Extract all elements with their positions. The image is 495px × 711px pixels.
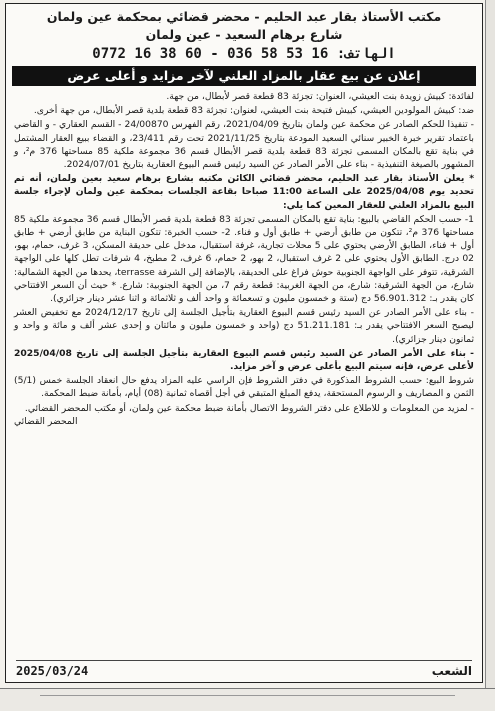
legal-notice-document xyxy=(5,3,483,683)
phone-numbers: 0772 16 38 60 - 036 58 53 16 xyxy=(92,46,329,62)
bailiff-signature: المحضر القضائي xyxy=(14,415,78,427)
notice-header xyxy=(14,8,474,64)
office-name: مكتب الأستاذ بقار عبد الحليم - محضر قضائي بمحكمة عين ولمان xyxy=(46,9,442,24)
paragraph-postponement: - بناء على الأمر الصادر عن السيد رئيس قسم البيوع العقارية بتأجيل الجلسة إلى تاريخ 2024/12/17 مع تخفيض العشر ليصبح السعر الافتتاحي يقدر بـ: 51.211.181 دج (واحد و خمسون مليون و مائتان و إحدى عشر ألف و مائة و واحد و ثمانون دينار جزائري). xyxy=(14,307,474,345)
office-address: شارع برهام السعيد - عين ولمان xyxy=(145,27,343,42)
phone-line xyxy=(14,44,474,64)
adjacent-page-bottom xyxy=(0,688,495,711)
paragraph-announcement: * يعلن الأستاذ بقار عبد الحليم، محضر قضائي الكائن مكتبه بشارع برهام سعيد بعين ولمان، أنه تم تحديد يوم 2025/04/08 على الساعة 11:00 صباحا بقاعة الجلسات بمحكمة عين ولمان لإجراء جلسة البيع بالمزاد العلني للعقار المعين كما يلي: xyxy=(14,173,474,211)
paragraph-judgment: - تنفيذا للحكم الصادر عن محكمة عين ولمان بتاريخ 2021/04/09، رقم الفهرس 24/00870 - القسم العقاري - و القاضي باعتماد تقرير خبرة الخبير سنائي السعيد المودعة بتاريخ 2021/11/25 تحت رقم 23/411، و القضاء ببيع العقار المشتمل في بناية تقع بالمكان المسمى تجزئة 83 قطعة بلدية قصر الأبطال قسم 36 مجموعة ملكية 85 مساحتها 376 م²، و المشهور بالصيغة التنفيذية - بناء على الأمر الصادر عن السيد رئيس قسم البيوع العقارية بتاريخ 2024/07/01. xyxy=(14,119,474,171)
publication-footer xyxy=(16,660,472,678)
notice-title: إعلان عن بيع عقار بالمزاد العلني لآخر مزايد و أعلى عرض xyxy=(12,66,476,86)
paragraph-final-sale: - بناء على الأمر الصادر عن السيد رئيس قسم البيوع العقارية بتأجيل الجلسة إلى تاريخ 2025/04/08 لأعلى عرض، فإنه سيتم البيع بأعلى عرض و آخر مزايد. xyxy=(14,347,474,373)
newspaper-name: الشعب xyxy=(431,664,472,678)
paragraph-beneficiary: لفائدة: كبيش زويدة بنت العيشي، العنوان: تجزئة 83 قطعة قصر لأبطال، من جهة. xyxy=(166,91,474,102)
paragraph-defendants: ضد: كبيش المولودين العيشي، كبيش فتيحة بنت العيشي، لعنوان: تجزئة 83 قطعة بلدية قصر الأبطال، من جهة أخرى. xyxy=(33,105,474,117)
paragraph-sale-conditions: شروط البيع: حسب الشروط المذكورة في دفتر الشروط فإن الراسي عليه المزاد يدفع حال انعقاد الجلسة خمس (5/1) الثمن و المصاريف و الرسوم المستحقة، يدفع المبلغ المتبقي في أجل أقصاه ثمانية (08) أيام، بأمانة ضبط المحكمة. xyxy=(14,375,474,400)
signature-row xyxy=(14,415,474,428)
adjacent-page-edge xyxy=(485,0,495,711)
publication-date: 2025/03/24 xyxy=(16,664,89,678)
phone-label: الهاتف: xyxy=(336,46,396,62)
paragraph-contact: - لمزيد من المعلومات و للاطلاع على دفتر الشروط الاتصال بأمانة ضبط محكمة عين ولمان، أو مكتب المحضر القضائي. xyxy=(24,402,474,414)
contact-row xyxy=(14,402,474,415)
paragraph-property-description: 1- حسب الحكم القاضي بالبيع: بناية تقع بالمكان المسمى تجزئة 83 قطعة بلدية قصر الأبطال قسم 36 مجموعة ملكية 85 مساحتها 376 م²، تتكون من طابق أرضي + طابق أول و فناء. 2- حسب الخبرة: تتكون البناية من طابق أرضي + طابق أول + فناء، الطابق الأرضي يحتوي على 5 محلات تجارية، غرفة استقبال، مدخل على حديقة المسكن، 3 غرف، حمام، بهو، 02 درج. الطابق الأول يحتوي على 2 غرف استقبال، 2 بهو، 2 حمام، 6 غرف، 2 مطبخ، 4 شرفات تطل كلها على الواجهة الشرقية، تتوفر على الواجهة الجنوبية حوش فراغ على الحديقة، بالإضافة إلى الشرفة terrasse، يحدها من الجهة الشمالية: شارع، من الجهة الشرقية: شارع، من الجهة الغربية: قطعة رقم 7، من الجهة الجنوبية: شارع. * حيث أن السعر الافتتاحي كان يقدر بـ: 56.901.312 دج (ستة و خمسون مليون و تسعمائة و واحد ألف و ثلاثمائة و اثنا عشر دينار جزائري). xyxy=(14,213,475,305)
notice-body xyxy=(14,90,474,428)
divider xyxy=(40,695,455,696)
